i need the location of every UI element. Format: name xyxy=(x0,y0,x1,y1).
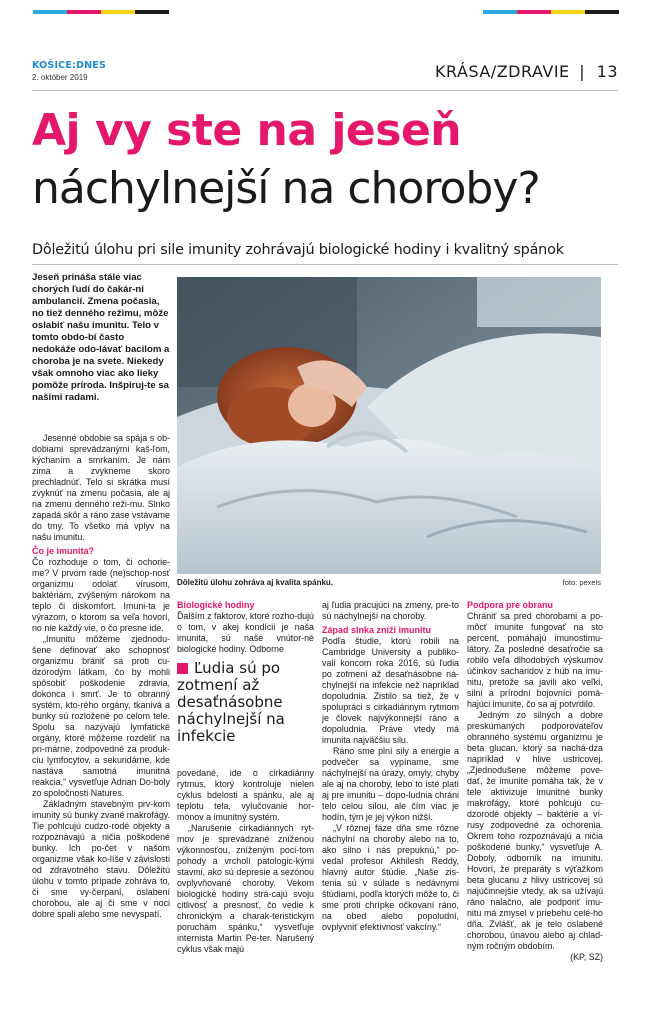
publication-date: 2. október 2019 xyxy=(32,73,88,82)
col1-paragraph-3: „Imunitu môžeme zjednodu-šene definovať ako schopnosť organizmu brániť sa proti cu-dzorodým látkam, čo by mohli spôsobiť poškodenie zdravia, dokonca i smrť. Je to obranný systém, kto-rého orgány, tkanivá a bunky sú rozložené po celom tele. Spolu sa nazývajú lymfatické orgány, ktoré môžeme rozdeliť na pri-márne, zodpovedné za produk-ciu lymfocytov, a sekundárne, kde nastáva samotná imunitná reakcia,“ vysvetľuje Adrian Do-boly zo spoločnosti Natures. xyxy=(32,634,170,798)
column-3 xyxy=(322,600,459,933)
col3-paragraph-1: aj ľudia pracujúci na zmeny, pre-to sú náchylnejší na choroby. xyxy=(322,600,459,621)
print-mark-cyan xyxy=(33,10,67,14)
col3-paragraph-3: Ráno sme plní sily a energie a podvečer sa vypíname, sme náchylnejší na úrazy, omyly, chyby ale aj na choroby, lebo to isté platí aj pre imunitu – dopo-ludnia chráni telo celou silou, ale čím viac je hodín, tým je jej výkon nižší. xyxy=(322,746,459,822)
col4-subheading: Podpora pre obranu xyxy=(467,600,554,610)
print-mark-black xyxy=(135,10,169,14)
col1-subheading: Čo je imunita? xyxy=(32,546,95,556)
column-4 xyxy=(467,600,603,963)
pull-quote xyxy=(177,660,323,745)
col2-paragraph-2: povedané, ide o cirkadiánny rytmus, ktorý kontroluje nielen cyklus bdelosti a spánku, ale aj teplotu tela, vylučovanie hor-mónov a imunitný systém. xyxy=(177,768,314,822)
print-mark-yellow xyxy=(101,10,135,14)
header-rule xyxy=(32,90,618,91)
col3-subheading: Západ slnka zníži imunitu xyxy=(322,625,432,635)
col2-subheading: Biologické hodiny xyxy=(177,600,255,610)
deck-rule xyxy=(32,264,618,265)
author-signature: (KP, SZ) xyxy=(570,952,603,962)
col3-paragraph-4: „V rôznej fáze dňa sme rôzne náchylní na choroby alebo na to, ako silno i nás prepuknú,“ po-vedal profesor Akhilesh Reddy, hlavný autor štúdie. „Naše zis-tenia sú v súlade s nedávnymi štúdiami, podľa ktorých môže to, či sme proti chrípke očkovaní ráno, na obed alebo popoludní, ovplyvniť efektívnosť vakcíny.“ xyxy=(322,823,459,932)
print-mark-black-right xyxy=(585,10,619,14)
print-mark-magenta-right xyxy=(517,10,551,14)
col2-paragraph-1: Ďalším z faktorov, ktoré rozho-dujú o tom, v akej kondícii je naša imunita, sú naše vnútor-né biologické hodiny. Odborne xyxy=(177,611,314,654)
col4-paragraph-2: Jedným zo silných a dobre preskúmaných podporovateľov obranného systému organizmu je beta glucan, ktorý sa nachá-dza napríklad v hlive ustricovej. „Zjednodušene môžeme pove-dať, že imunite pomáha tak, že v tele aktivizuje imunitné bunky makrofágy, ktoré pohlcujú cu-dzorodé objekty – baktérie a ví-rusy zodpovedné za ochorenia. Okrem toho rozpoznávajú a ničia poškodené bunky,“ vysvetľuje A. Doboly, odborník na imunitu. Hovorí, že preparáty s výťažkom beta glucanu z hlivy ustricovej sú najúčinnejšie vtedy, ak sa užívajú ráno nalačno, ale podporiť imu-nitu má zmysel v priebehu celé-ho dňa. Zvlášť, ak je telo oslabené chorobou, únavou alebo aj chlad-ným ročným obdobím. xyxy=(467,710,603,951)
print-mark-cyan-right xyxy=(483,10,517,14)
photo-credit: foto: pexels xyxy=(562,578,601,587)
col4-paragraph-1: Chrániť sa pred chorobami a po-môcť imunite fungovať na sto percent, pomáhajú imunostimu-látory. Za posledné desaťročie sa robilo veľa dlhodobých výskumov účinkov sacharidov z húb na imu-nitu, pretože sa javili ako veľkí, silní a prírodní bojovníci pomá-hajúci imunite, čo sa aj potvrdilo. xyxy=(467,611,603,709)
col1-paragraph-4: Základným stavebným prv-kom imunity sú bunky zvané makrofágy. Tie pohlcujú cudzo-rodé objekty a rozpoznávajú a ničia poškodené bunky. Ich po-čet v našom organizme však ko-líše v závislosti od zdravotného stavu. Dôležitú úlohu v tomto prípade zohráva to, či sme vy-čerpaní, oslabení chorobou, ale aj či sme v noci dobre spali alebo sme nevyspatí. xyxy=(32,799,170,919)
col2-paragraph-3: „Narušenie cirkadiánnych ryt-mov je sprevádzané zníženou výkonnosťou, zníženým poci-tom pohody a vrcholí patologic-kými stavmi, ako sú depresie a sezónou ovplyvňované choroby. Vekom biologické hodiny strá-cajú svoju citlivosť a presnosť, čo vedie k chronickým a charak-teristickým poruchám spánku,“ vysvetľuje internista Martin Pe-ter. Narušený cyklus však majú xyxy=(177,823,314,954)
headline-line-2: náchylnejší na choroby? xyxy=(32,163,540,214)
headline-line-1: Aj vy ste na jeseň xyxy=(32,105,462,156)
pull-quote-text: Ľudia sú po zotmení až desaťnásobne náchylnejší na infekcie xyxy=(177,659,285,745)
col3-paragraph-2: Podľa štúdie, ktorú robili na Cambridge University a publiko-vali koncom roka 2016, sú ľudia po zotmení až desaťnásobne ná-chylnejší na infekcie než napríklad dopoludnia. Zistilo sa tiež, že v spolupráci s cirkadiánnym rytmom je človek najvýkonnejší ráno a dopoludnia. Práve vtedy má imunita najväčšiu silu. xyxy=(322,636,459,745)
publication-logo: KOŠICE:DNES xyxy=(32,60,107,71)
print-mark-magenta xyxy=(67,10,101,14)
pull-quote-marker xyxy=(177,663,188,674)
col1-paragraph-1: Jesenné obdobie sa spája s ob-dobiami sprevádzanými kaš-ľom, kýchaním a smrkaním. Je nám zima a zvykneme skoro prechladnúť. Telo si skrátka musí zvyknúť na zmenu počasia, ale aj na zmenu denného reži-mu. Slnko zapadá skôr a ráno zase vstávame do tmy. To všetko má vplyv na našu imunitu. xyxy=(32,433,170,542)
lead-paragraph: Jeseň prináša stále viac chorých ľudí do čakár-ní ambulancií. Zmena počasia, no tiež denného režimu, môže oslabiť našu imunitu. Telo v tomto obdo-bí často nedokáže odo-lávať bacilom a choroba je na svete. Niekedy však omnoho viac ako lieky pomôže príroda. Inšpiruj-te sa našimi radami. xyxy=(32,272,170,403)
deck-subtitle: Dôležitú úlohu pri sile imunity zohrávajú biologické hodiny i kvalitný spánok xyxy=(32,242,564,258)
print-mark-yellow-right xyxy=(551,10,585,14)
article-photo xyxy=(177,277,601,574)
page-number: 13 xyxy=(596,62,619,81)
sleeping-woman-illustration xyxy=(177,277,601,574)
col1-paragraph-2: Čo rozhoduje o tom, či ochorie-me? V prvom rade (ne)schop-nosť organizmu odolať vírusom, baktériám, zvýšeným nárokom na teplo či diskomfort. Imuni-ta je výrazom, o ktorom sa veľa hovorí, no nie každý vie, o čo presne ide. xyxy=(32,557,170,633)
column-1 xyxy=(32,433,170,920)
section-name: KRÁSA/ZDRAVIE xyxy=(435,62,570,81)
column-2-continued xyxy=(177,768,314,955)
section-divider: | xyxy=(579,62,586,81)
column-2 xyxy=(177,600,314,655)
photo-caption: Dôležitú úlohu zohráva aj kvalita spánku. xyxy=(177,578,334,587)
section-label xyxy=(435,62,618,81)
